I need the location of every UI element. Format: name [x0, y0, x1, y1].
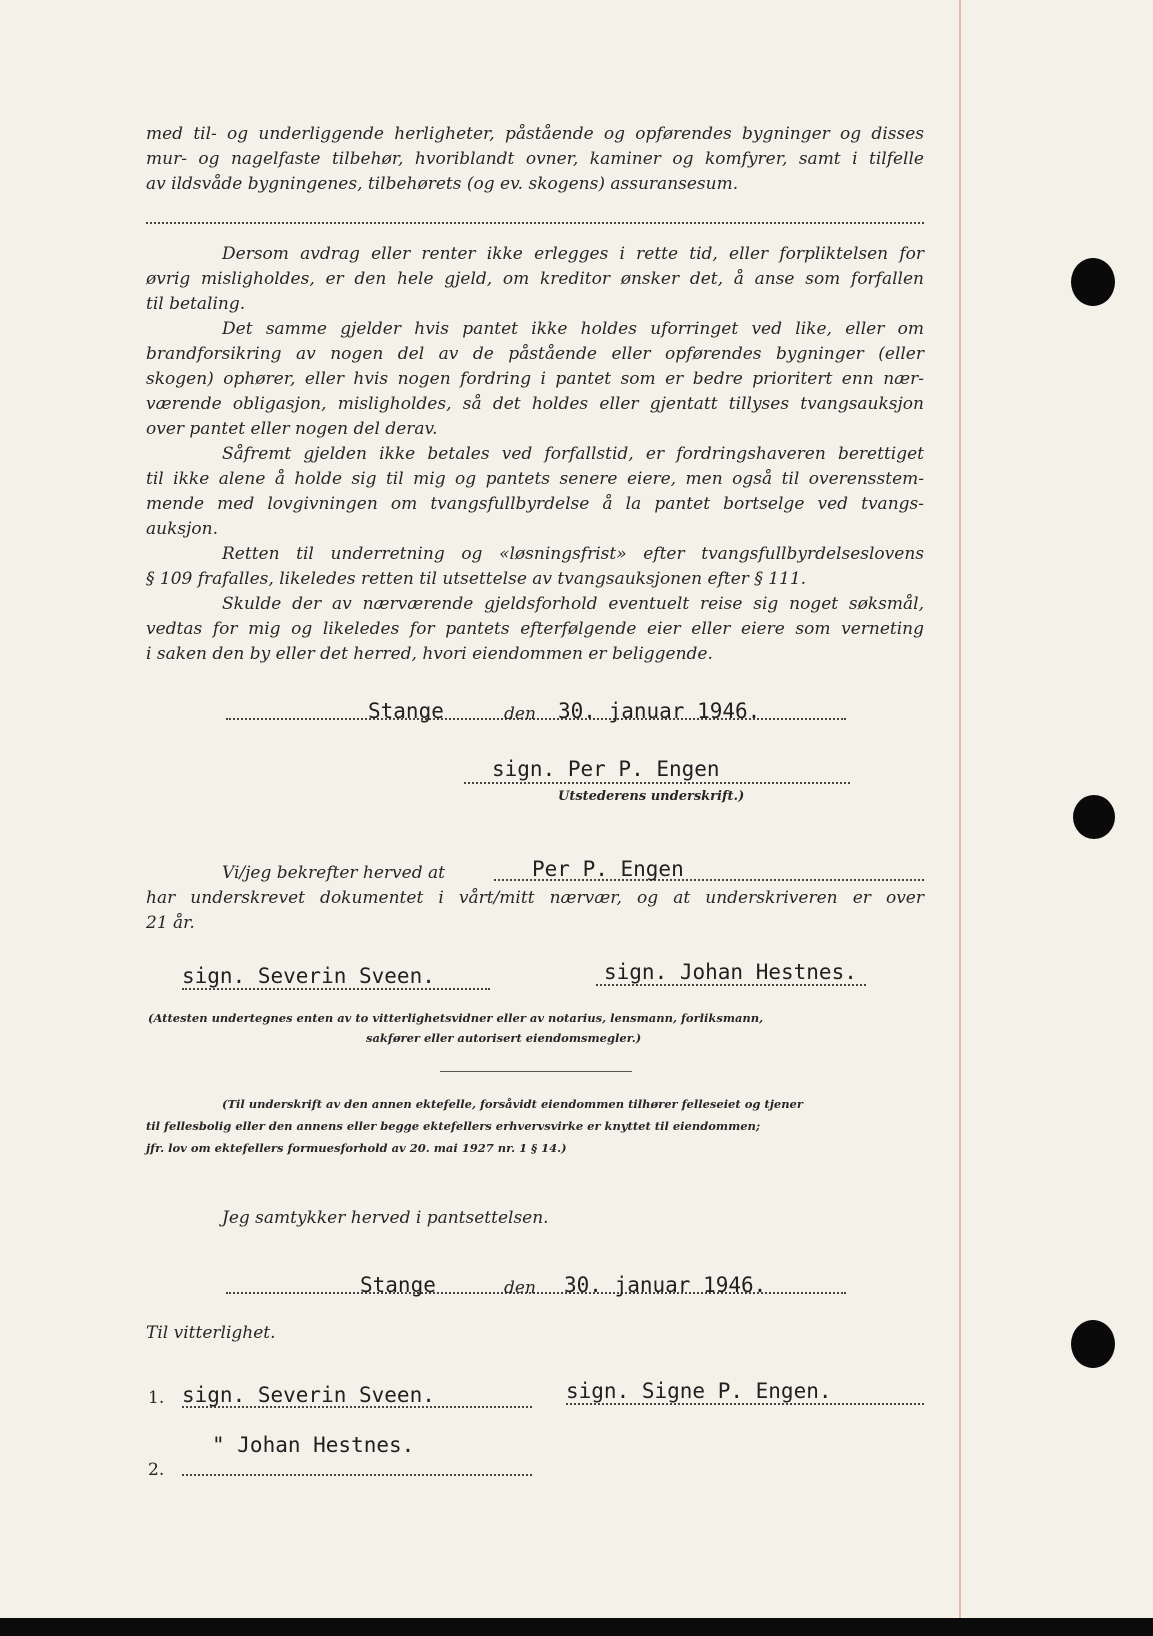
witness-row-number: 1. [148, 1388, 165, 1408]
witness-signature-1: sign. Severin Sveen. [182, 964, 435, 988]
spouse-note-line: jfr. lov om ektefellers formuesforhold av 20. mai 1927 nr. 1 § 14.) [146, 1141, 567, 1155]
terms-line: skogen) ophører, eller hvis nogen fordring i pantet som er bedre prioritert enn nær- [146, 369, 924, 389]
scan-bottom-edge [0, 1618, 1153, 1636]
terms-line: Det samme gjelder hvis pantet ikke holdes uforringet ved like, eller om [222, 319, 924, 339]
section-divider [440, 1071, 632, 1072]
witness-row2-typed: " Johan Hestnes. [212, 1433, 415, 1457]
terms-line: til ikke alene å holde sig til mig og pantets senere eiere, men også til overensstem- [146, 469, 924, 489]
terms-line: værende obligasjon, misligholdes, så det holdes eller gjentatt tillyses tvangsauksjon [146, 394, 924, 414]
terms-line: § 109 frafalles, likeledes retten til utsettelse av tvangsauksjonen efter § 111. [146, 569, 807, 589]
punch-hole-bottom [1071, 1320, 1115, 1368]
consent-place: Stange [360, 1273, 436, 1297]
attestation-lead: Vi/jeg bekrefter herved at [222, 863, 445, 883]
witness-dotted-line-2 [596, 984, 866, 986]
witness-row-number: 2. [148, 1460, 165, 1480]
attestation-note: (Attesten undertegnes enten av to vitterlighetsvidner eller av notarius, lensmann, forliksmann, [148, 1011, 764, 1025]
punch-hole-middle [1073, 795, 1115, 839]
issue-den-label: den [504, 704, 536, 724]
witness-dotted-line-1 [182, 988, 490, 990]
attestation-line: har underskrevet dokumentet i vårt/mitt nærvær, og at underskriveren er over [146, 888, 924, 908]
terms-line: auksjon. [146, 519, 218, 539]
witness-row1-dotted-line [182, 1406, 532, 1408]
consent-den-label: den [504, 1278, 536, 1298]
signer-signature: sign. Signe P. Engen. [566, 1379, 832, 1403]
intro-line: mur- og nagelfaste tilbehør, hvoriblandt ovner, kaminer og komfyrer, samt i tilfelle [146, 149, 924, 169]
separator-dotted-line [146, 222, 924, 224]
margin-rule [959, 0, 961, 1618]
attestation-name: Per P. Engen [532, 857, 684, 881]
terms-line: i saken den by eller det herred, hvori eiendommen er beliggende. [146, 644, 713, 664]
spouse-note-line: til fellesbolig eller den annens eller begge ektefellers erhvervsvirke er knyttet til eiendommen; [146, 1119, 761, 1133]
terms-line: Skulde der av nærværende gjeldsforhold eventuelt reise sig noget søksmål, [222, 594, 924, 614]
issue-place: Stange [368, 699, 444, 723]
consent-date: 30. januar 1946. [564, 1273, 767, 1297]
witness-signature-2: sign. Johan Hestnes. [604, 960, 857, 984]
issue-date: 30. januar 1946. [558, 699, 761, 723]
terms-line: over pantet eller nogen del derav. [146, 419, 438, 439]
terms-line: Retten til underretning og «løsningsfrist» efter tvangsfullbyrdelseslovens [222, 544, 924, 564]
terms-line: Såfremt gjelden ikke betales ved forfallstid, er fordringshaveren berettiget [222, 444, 924, 464]
terms-line: Dersom avdrag eller renter ikke erlegges i rette tid, eller forpliktelsen for [222, 244, 924, 264]
intro-line: av ildsvåde bygningenes, tilbehørets (og ev. skogens) assuransesum. [146, 174, 739, 194]
issuer-caption: Utstederens underskrift.) [558, 789, 745, 804]
terms-line: til betaling. [146, 294, 246, 314]
terms-line: vedtas for mig og likeledes for pantets efterfølgende eier eller eiere som verneting [146, 619, 924, 639]
issuer-signature: sign. Per P. Engen [492, 757, 720, 781]
consent-text: Jeg samtykker herved i pantsettelsen. [222, 1208, 549, 1228]
attestation-line: 21 år. [146, 913, 195, 933]
terms-line: mende med lovgivningen om tvangsfullbyrdelse å la pantet bortselge ved tvangs- [146, 494, 924, 514]
terms-line: brandforsikring av nogen del av de påstående eller opførendes bygninger (eller [146, 344, 924, 364]
witness-row2-dotted-line [182, 1474, 532, 1476]
witness-row1-signature: sign. Severin Sveen. [182, 1383, 435, 1407]
intro-line: med til- og underliggende herligheter, påstående og opførendes bygninger og disses [146, 124, 924, 144]
terms-line: øvrig misligholdes, er den hele gjeld, om kreditor ønsker det, å anse som forfallen [146, 269, 924, 289]
spouse-note-line: (Til underskrift av den annen ektefelle, forsåvidt eiendommen tilhører felleseiet og tjener [222, 1097, 803, 1111]
witness-heading: Til vitterlighet. [146, 1323, 276, 1343]
signer-dotted-line [566, 1403, 924, 1405]
punch-hole-top [1071, 258, 1115, 306]
attestation-note: sakfører eller autorisert eiendomsmegler.) [366, 1031, 642, 1045]
signature-dotted-line [464, 782, 850, 784]
